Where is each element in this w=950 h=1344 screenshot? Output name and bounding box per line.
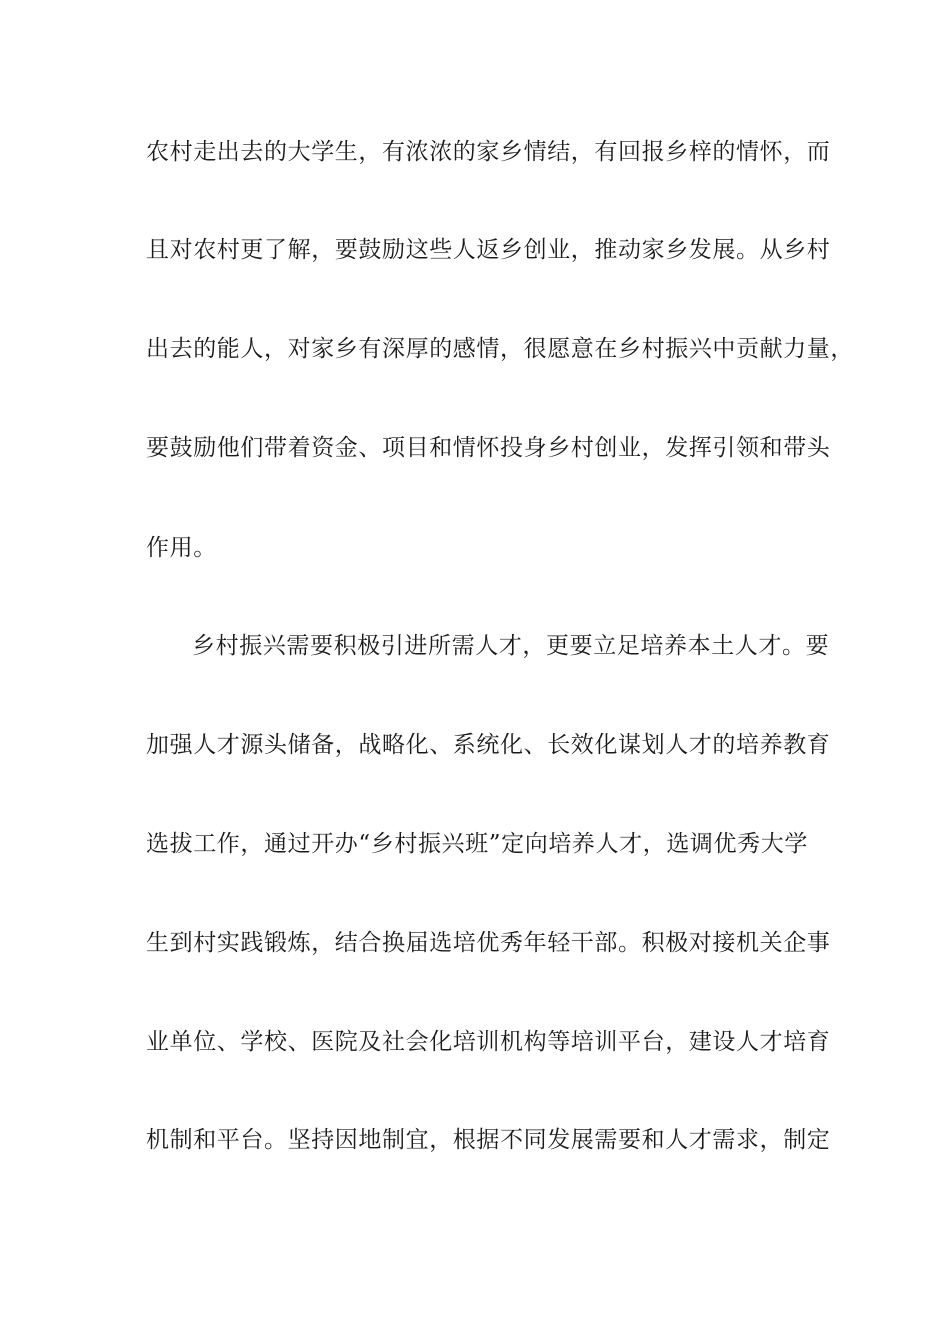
paragraph-2-line-4: 生到村实践锻炼，结合换届选培优秀年轻干部。积极对接机关企事 bbox=[146, 930, 831, 956]
paragraph-2-line-2: 加强人才源头储备，战略化、系统化、长效化谋划人才的培养教育 bbox=[146, 732, 831, 758]
paragraph-1-line-3: 出去的能人，对家乡有深厚的感情，很愿意在乡村振兴中贡献力量， bbox=[146, 336, 854, 362]
paragraph-2-line-6: 机制和平台。坚持因地制宜，根据不同发展需要和人才需求，制定 bbox=[146, 1127, 831, 1153]
paragraph-1-line-2: 且对农村更了解，要鼓励这些人返乡创业，推动家乡发展。从乡村 bbox=[146, 237, 831, 263]
paragraph-2-line-5: 业单位、学校、医院及社会化培训机构等培训平台，建设人才培育 bbox=[146, 1029, 831, 1055]
paragraph-2-line-1: 乡村振兴需要积极引进所需人才，更要立足培养本土人才。要 bbox=[192, 633, 830, 659]
paragraph-2-line-3: 选拔工作，通过开办“乡村振兴班”定向培养人才，选调优秀大学 bbox=[146, 831, 808, 857]
paragraph-1-line-5: 作用。 bbox=[146, 535, 217, 561]
paragraph-1-line-4: 要鼓励他们带着资金、项目和情怀投身乡村创业，发挥引领和带头 bbox=[146, 435, 831, 461]
paragraph-1-line-1: 农村走出去的大学生，有浓浓的家乡情结，有回报乡梓的情怀，而 bbox=[146, 139, 831, 165]
